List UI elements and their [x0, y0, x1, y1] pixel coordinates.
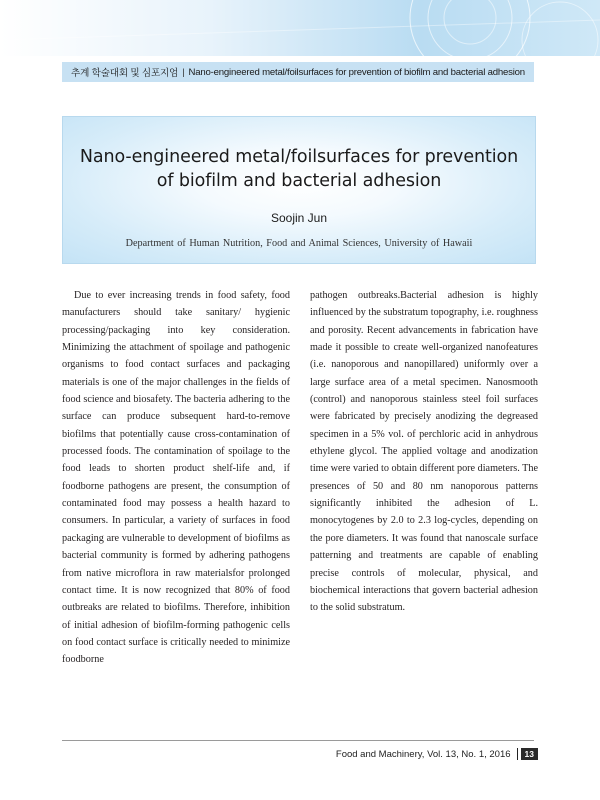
decorative-circles: [0, 0, 600, 56]
title-box: [62, 116, 536, 264]
header-separator: |: [182, 66, 185, 78]
body-paragraph-right: pathogen outbreaks.Bacterial adhesion is highly influenced by the substratum topography, i.e. roughness and porosity. Recent advancements in fabrication have made it possible to create well-organized nanofeatures (i.e. nanoporous and nanopillared) uniformly over a large surface area of a metal specimen. Nanosmooth (control) and nanoporous stainless steel foil surfaces were fabricated by precisely anodizing the degreased specimen in a 5% vol. of perchloric acid in anhydrous ethylene glycol. The applied voltage and anodization time were varied to obtain different pore diameters. The presences of 50 and 80 nm nanoporous patterns significantly inhibited the adhesion of L. monocytogenes by 2.0 to 2.3 log-cycles, depending on the pore diameters. It was found that nanoscale surface patterning and treatments are capable of enabling precise controls of molecular, physical, and biochemical interactions that govern bacterial adhesion to the solid substratum.: [310, 290, 538, 614]
title-line-2: of biofilm and bacterial adhesion: [156, 171, 442, 191]
body-column-left: [62, 287, 290, 669]
article-title: [63, 145, 535, 193]
journal-citation: Food and Machinery, Vol. 13, No. 1, 2016: [335, 748, 511, 760]
body-paragraph-left: Due to ever increasing trends in food safety, food manufacturers should take sanitary/ hygienic processing/packaging into key consideration. Minimizing the attachment of spoilage and pathogenic organisms to food contact surfaces and packaging materials is one of the major challenges in the fields of food science and biosafety. The bacteria adhering to the surface can produce subsequent hard-to-remove biofilms that potentially cause cross-contamination of processed foods. The contamination of spoilage to the food leads to shorten product shelf-life and, if foodborne pathogens are present, the consumption of contaminated food may possess a health hazard to consumers. In particular, a variety of surfaces in food packaging are vulnerable to development of biofilms as bacterial community is formed by adhering pathogens from native microflora in raw materialsfor prolonged contact time. It is now recognized that 80% of food outbreaks are related to biofilms. Therefore, inhibition of initial adhesion of biofilm-forming pathogenic cells on food contact surface is critically needed to minimize foodborne: [62, 290, 290, 666]
author-affiliation: Department of Human Nutrition, Food and Animal Sciences, University of Hawaii: [125, 238, 473, 249]
footer-divider: [62, 740, 534, 741]
conference-name: 추계 학술대회 및 심포지엄: [71, 68, 179, 79]
running-title: Nano-engineered metal/foilsurfaces for prevention of biofilm and bacterial adhesion: [188, 66, 525, 78]
footer-bar: [517, 748, 518, 760]
running-header: [62, 62, 534, 82]
page-footer: [336, 748, 538, 760]
title-line-1: Nano-engineered metal/foilsurfaces for prevention: [79, 147, 519, 167]
author-name: Soojin Jun: [270, 211, 328, 225]
decorative-top-band: [0, 0, 600, 56]
page-number: 13: [521, 748, 538, 760]
body-column-right: [310, 287, 538, 617]
